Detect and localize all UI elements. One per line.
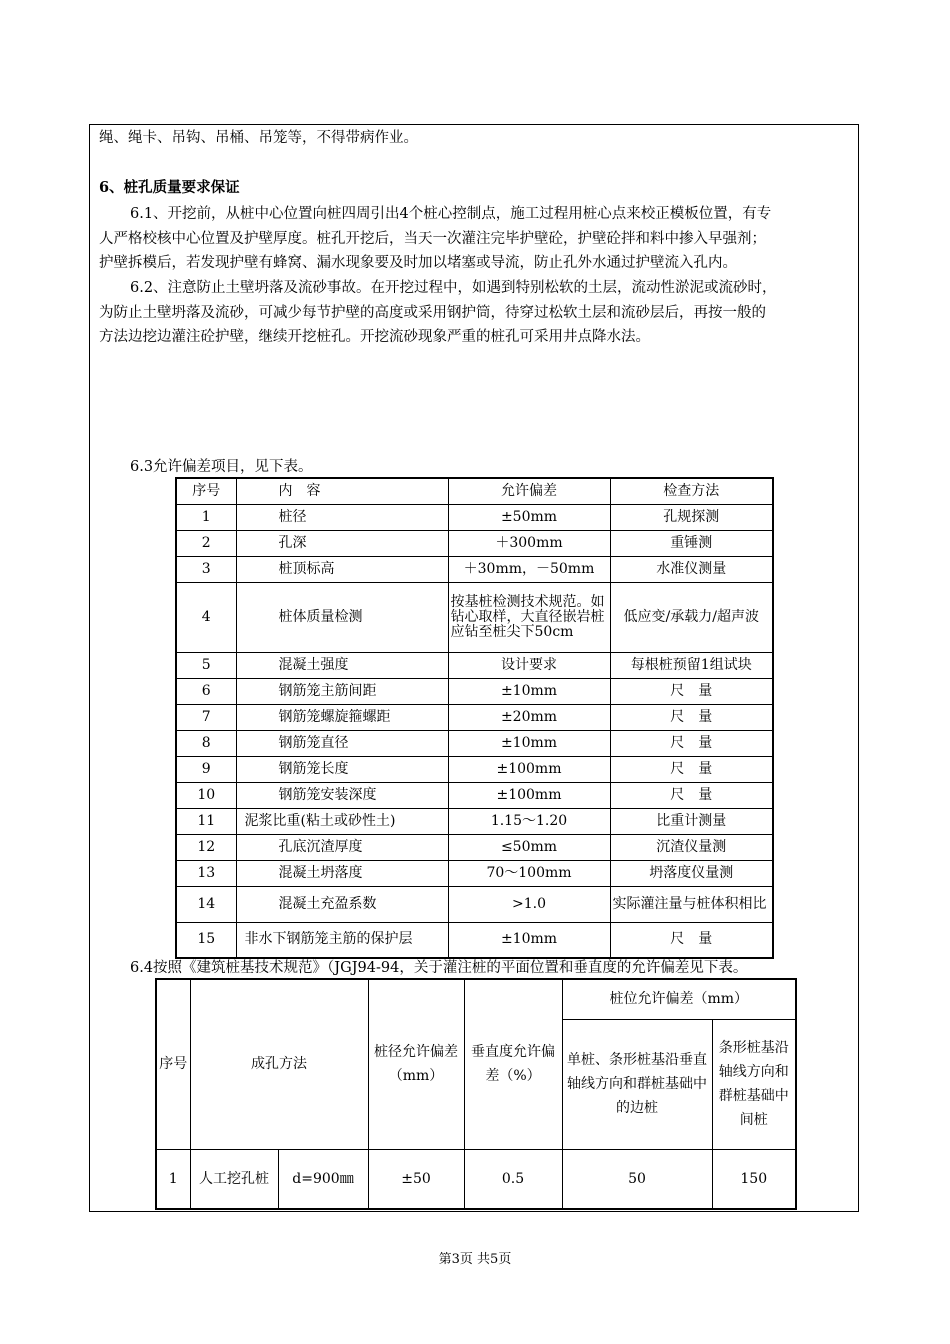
cell-seq: 6 — [176, 678, 236, 704]
cell-tolerance: 1.15～1.20 — [448, 808, 610, 834]
para-6-1-line-1: 6.1、开挖前，从桩中心位置向桩四周引出4个桩心控制点，施工过程用桩心点来校正模板位置，有专 — [130, 206, 772, 222]
table-row — [176, 678, 773, 704]
table-row — [176, 504, 773, 530]
cell-method: 水准仪测量 — [610, 556, 773, 582]
cell-verticality: 0.5 — [464, 1149, 562, 1209]
cell-method: 尺 量 — [610, 704, 773, 730]
top-line: 绳、绳卡、吊钩、吊桶、吊笼等，不得带病作业。 — [99, 130, 418, 146]
header-method: 检查方法 — [610, 478, 773, 504]
cell-tolerance: ±10mm — [448, 678, 610, 704]
table-header-row — [176, 478, 773, 504]
cell-content: 钢筋笼螺旋箍螺距 — [236, 704, 448, 730]
cell-method: 低应变/承载力/超声波 — [610, 582, 773, 652]
cell-tolerance: ±50mm — [448, 504, 610, 530]
cell-content: 非水下钢筋笼主筋的保护层 — [236, 922, 448, 958]
table2-header-row-1 — [156, 979, 796, 1019]
cell-seq: 5 — [176, 652, 236, 678]
cell-method: 尺 量 — [610, 922, 773, 958]
cell-single-pile: 50 — [562, 1149, 712, 1209]
cell-tolerance: ＋300mm — [448, 530, 610, 556]
cell-method: 尺 量 — [610, 730, 773, 756]
section-title: 6、桩孔质量要求保证 — [99, 179, 240, 196]
cell-content: 孔底沉渣厚度 — [236, 834, 448, 860]
table-row — [176, 922, 773, 958]
header-verticality-tolerance: 垂直度允许偏差（%） — [464, 979, 562, 1149]
header-method: 成孔方法 — [190, 979, 368, 1149]
header-tolerance: 允许偏差 — [448, 478, 610, 504]
table-row — [176, 808, 773, 834]
cell-method: 重锤测 — [610, 530, 773, 556]
cell-seq: 9 — [176, 756, 236, 782]
cell-content: 混凝土充盈系数 — [236, 886, 448, 922]
cell-method: 人工挖孔桩 — [190, 1149, 278, 1209]
cell-tolerance: >1.0 — [448, 886, 610, 922]
cell-seq: 2 — [176, 530, 236, 556]
cell-method: 每根桩预留1组试块 — [610, 652, 773, 678]
table-row — [176, 834, 773, 860]
cell-tolerance: 按基桩检测技术规范。如钻心取样，大直径嵌岩桩应钻至桩尖下50cm — [448, 582, 610, 652]
table-row — [176, 582, 773, 652]
cell-tolerance: ±100mm — [448, 756, 610, 782]
cell-seq: 11 — [176, 808, 236, 834]
table-row — [176, 652, 773, 678]
header-seq: 序号 — [156, 979, 190, 1149]
table2-intro: 6.4按照《建筑桩基技术规范》（JGJ94-94，关于灌注桩的平面位置和垂直度的允许偏差见下表。 — [130, 960, 748, 976]
cell-tolerance: 设计要求 — [448, 652, 610, 678]
cell-diameter: d=900㎜ — [278, 1149, 368, 1209]
table-row — [176, 556, 773, 582]
header-strip-pile: 条形桩基沿轴线方向和群桩基础中间桩 — [712, 1019, 796, 1149]
cell-seq: 13 — [176, 860, 236, 886]
cell-method: 孔规探测 — [610, 504, 773, 530]
page-footer: 第3页 共5页 — [438, 1252, 512, 1267]
table-row — [176, 782, 773, 808]
cell-seq: 12 — [176, 834, 236, 860]
table-row — [176, 886, 773, 922]
cell-method: 沉渣仪量测 — [610, 834, 773, 860]
cell-content: 钢筋笼直径 — [236, 730, 448, 756]
cell-method: 比重计测量 — [610, 808, 773, 834]
table-row — [176, 730, 773, 756]
cell-tolerance: ±20mm — [448, 704, 610, 730]
cell-content: 混凝土强度 — [236, 652, 448, 678]
cell-content: 孔深 — [236, 530, 448, 556]
cell-tolerance: 70～100mm — [448, 860, 610, 886]
cell-diameter-tolerance: ±50 — [368, 1149, 464, 1209]
cell-content: 钢筋笼主筋间距 — [236, 678, 448, 704]
cell-seq: 3 — [176, 556, 236, 582]
cell-seq: 1 — [156, 1149, 190, 1209]
table-row — [176, 756, 773, 782]
cell-content: 桩顶标高 — [236, 556, 448, 582]
para-6-1-line-3: 护壁拆模后，若发现护壁有蜂窝、漏水现象要及时加以堵塞或导流，防止孔外水通过护壁流入孔内。 — [99, 255, 737, 271]
para-6-2-line-2: 为防止土壁坍落及流砂，可减少每节护壁的高度或采用钢护筒，待穿过松软土层和流砂层后，再按一般的 — [99, 305, 766, 321]
tolerance-table — [175, 477, 774, 959]
table-row — [176, 704, 773, 730]
cell-method: 尺 量 — [610, 782, 773, 808]
cell-method: 实际灌注量与桩体积相比 — [610, 886, 773, 922]
cell-seq: 15 — [176, 922, 236, 958]
cell-method: 尺 量 — [610, 756, 773, 782]
table1-intro: 6.3允许偏差项目，见下表。 — [130, 459, 313, 475]
cell-seq: 4 — [176, 582, 236, 652]
table-row — [176, 530, 773, 556]
pile-position-table — [155, 978, 797, 1210]
cell-seq: 7 — [176, 704, 236, 730]
para-6-2-line-1: 6.2、注意防止土壁坍落及流砂事故。在开挖过程中，如遇到特别松软的土层，流动性淤泥或流砂时， — [130, 280, 777, 296]
cell-tolerance: ＋30mm，－50mm — [448, 556, 610, 582]
cell-content: 泥浆比重(粘土或砂性土) — [236, 808, 448, 834]
para-6-1-line-2: 人严格校核中心位置及护壁厚度。桩孔开挖后，当天一次灌注完毕护壁砼，护壁砼拌和料中掺入早强剂； — [99, 231, 766, 247]
para-6-2-line-3: 方法边挖边灌注砼护壁，继续开挖桩孔。开挖流砂现象严重的桩孔可采用井点降水法。 — [99, 329, 650, 345]
cell-tolerance: ±10mm — [448, 730, 610, 756]
header-seq: 序号 — [176, 478, 236, 504]
cell-content: 桩体质量检测 — [236, 582, 448, 652]
cell-tolerance: ≤50mm — [448, 834, 610, 860]
header-single-pile: 单桩、条形桩基沿垂直轴线方向和群桩基础中的边桩 — [562, 1019, 712, 1149]
cell-tolerance: ±100mm — [448, 782, 610, 808]
header-position-tolerance: 桩位允许偏差（mm） — [562, 979, 796, 1019]
header-content: 内 容 — [236, 478, 448, 504]
table-row — [176, 860, 773, 886]
cell-content: 钢筋笼安装深度 — [236, 782, 448, 808]
cell-content: 钢筋笼长度 — [236, 756, 448, 782]
cell-seq: 1 — [176, 504, 236, 530]
cell-content: 桩径 — [236, 504, 448, 530]
cell-seq: 14 — [176, 886, 236, 922]
cell-content: 混凝土坍落度 — [236, 860, 448, 886]
cell-method: 尺 量 — [610, 678, 773, 704]
cell-seq: 8 — [176, 730, 236, 756]
cell-strip-pile: 150 — [712, 1149, 796, 1209]
cell-method: 坍落度仪量测 — [610, 860, 773, 886]
cell-tolerance: ±10mm — [448, 922, 610, 958]
cell-seq: 10 — [176, 782, 236, 808]
header-diameter-tolerance: 桩径允许偏差（mm） — [368, 979, 464, 1149]
table-row — [156, 1149, 796, 1209]
